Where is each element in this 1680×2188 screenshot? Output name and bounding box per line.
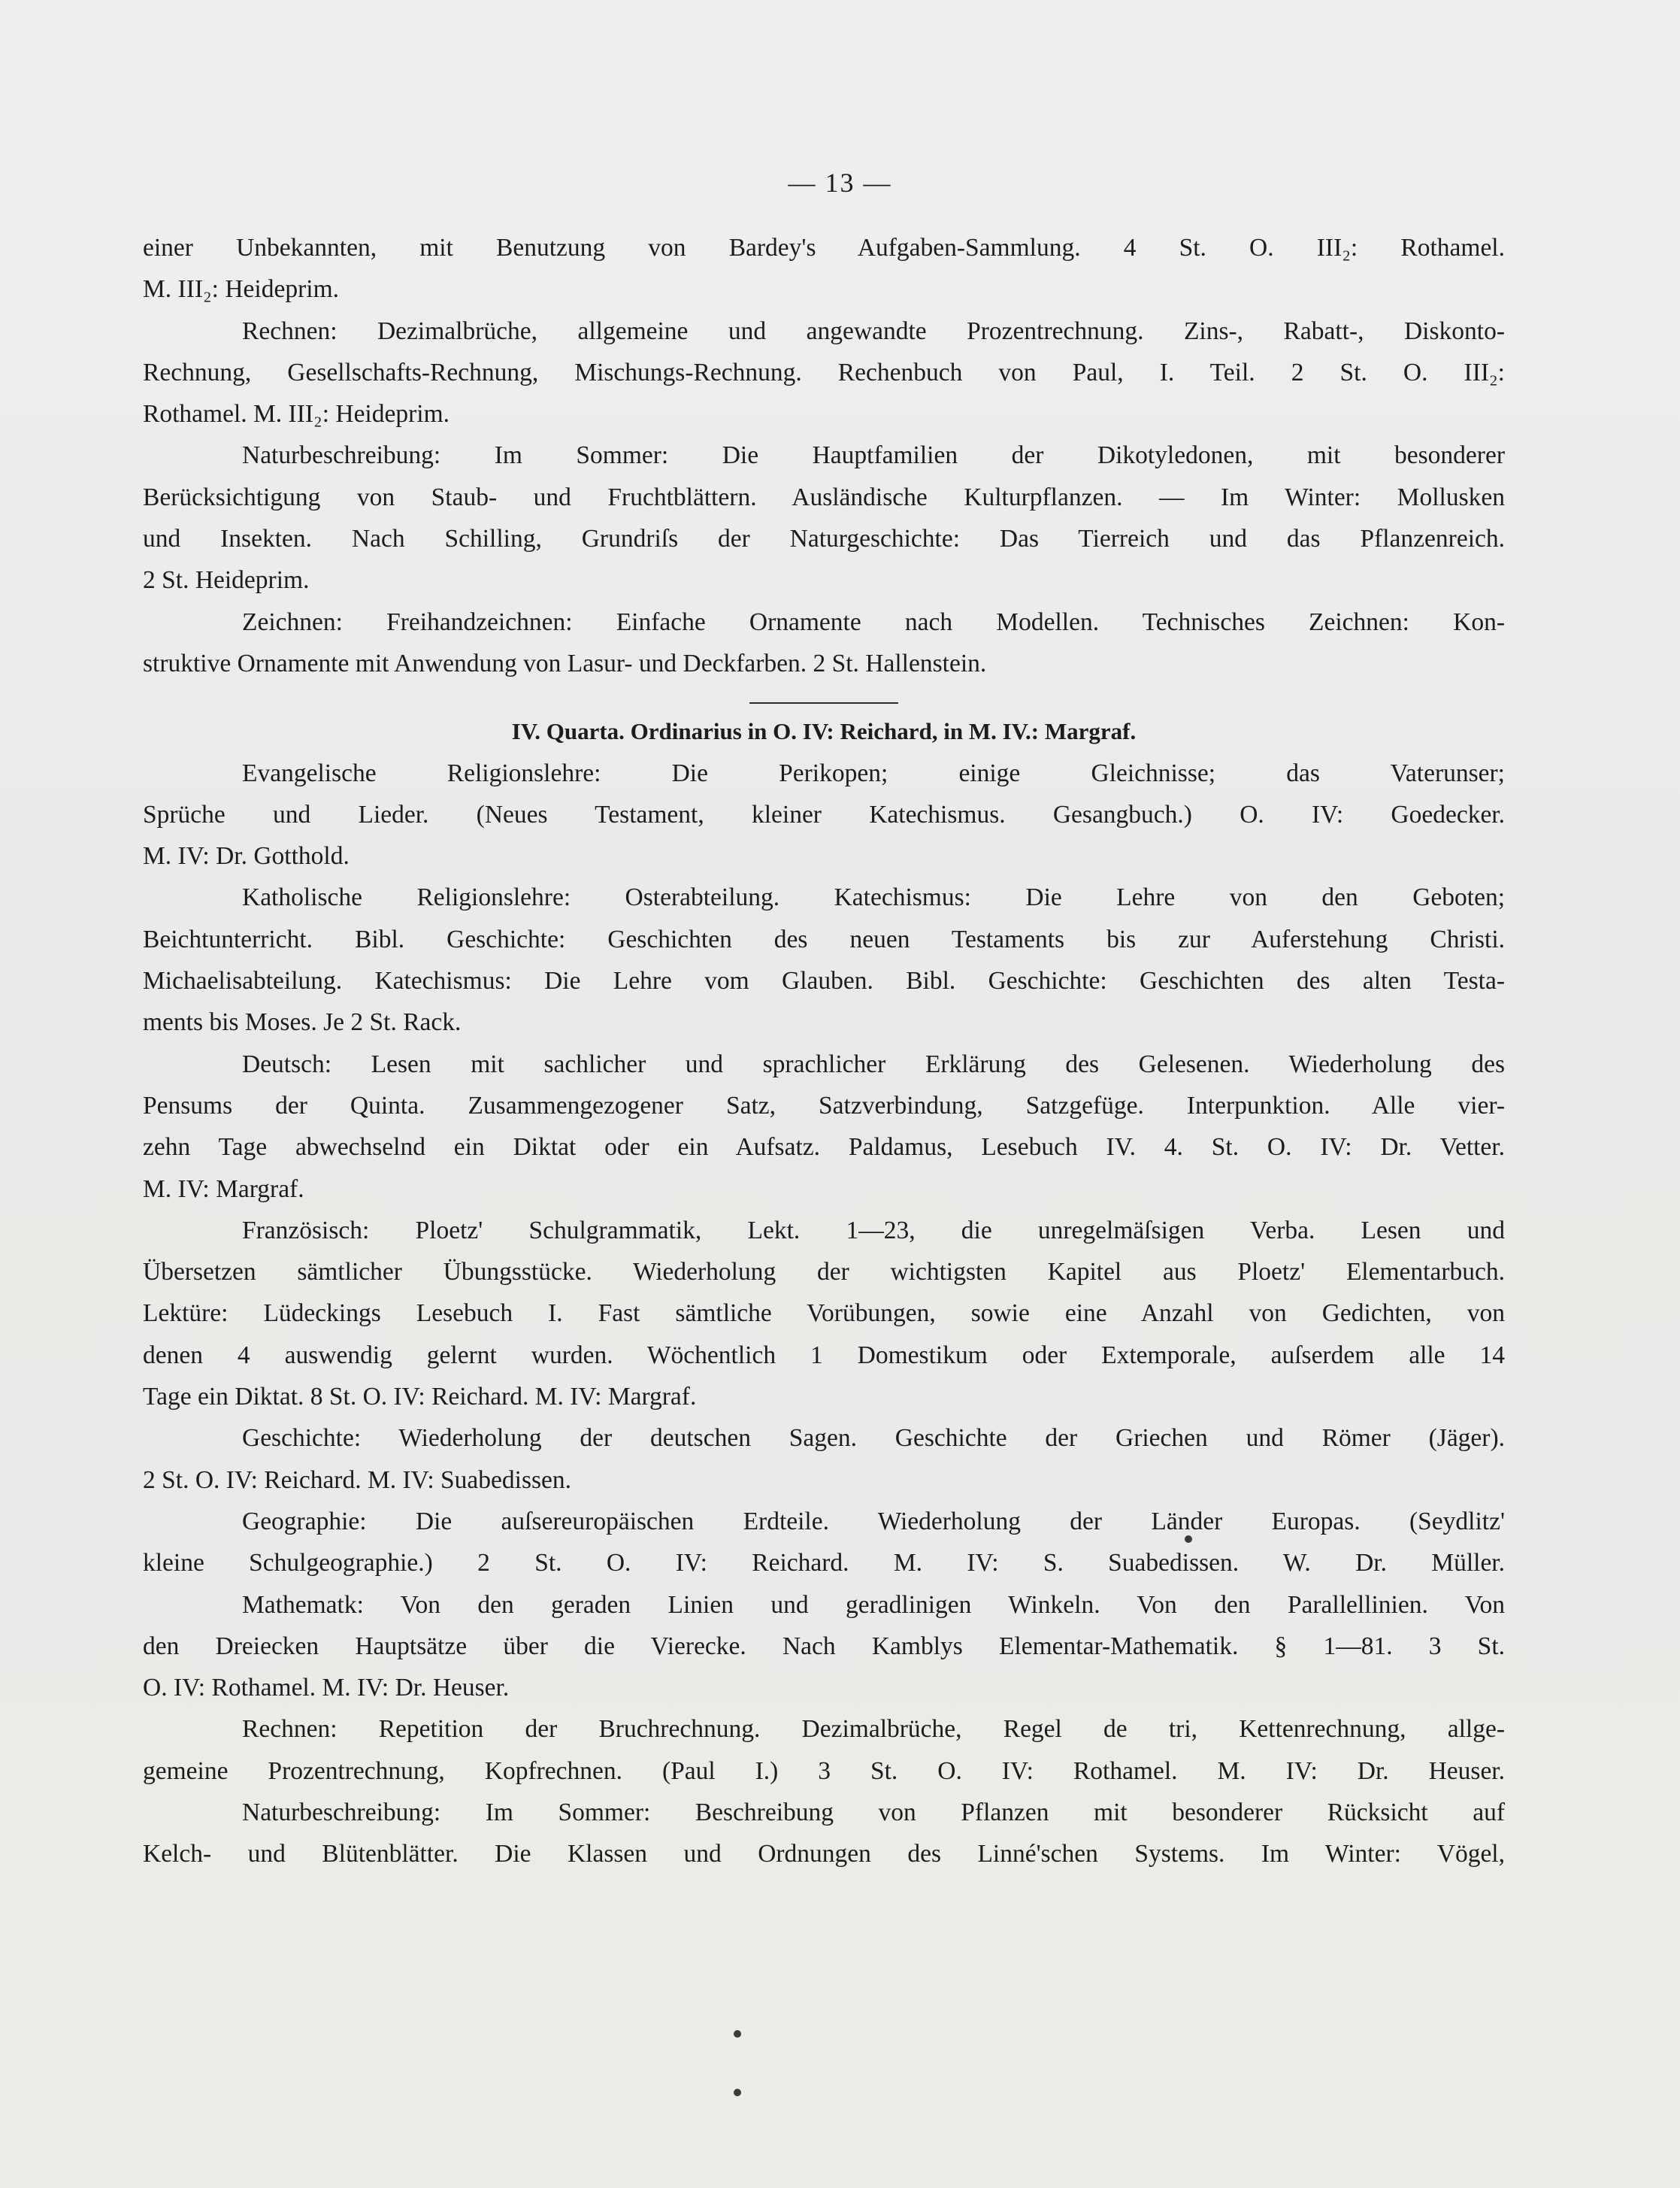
page-number: — 13 — (788, 168, 892, 198)
text-line: Naturbeschreibung: Im Sommer: Die Hauptfamilien der Dikotyledonen, mit besonderer (242, 441, 1505, 470)
text-line: M. IV: Margraf. (143, 1174, 304, 1203)
text-line: struktive Ornamente mit Anwendung von Lasur- und Deckfarben. 2 St. Hallenstein. (143, 649, 987, 677)
text-line: Deutsch: Lesen mit sachlicher und sprachlicher Erklärung des Gelesenen. Wiederholung des (242, 1050, 1505, 1078)
text-line: gemeine Prozentrechnung, Kopfrechnen. (Paul I.) 3 St. O. IV: Rothamel. M. IV: Dr. Heuser. (143, 1756, 1505, 1785)
text-line: M. III₂: Heideprim. (143, 275, 339, 304)
text-line: M. IV: Dr. Gotthold. (143, 842, 350, 871)
text-line: Lektüre: Lüdeckings Lesebuch I. Fast sämtliche Vorübungen, sowie eine Anzahl von Gedichten, von (143, 1299, 1505, 1328)
section-divider (749, 702, 898, 704)
text-line: Übersetzen sämtlicher Übungsstücke. Wiederholung der wichtigsten Kapitel aus Ploetz' Elementarbuch. (143, 1258, 1505, 1286)
text-line: Zeichnen: Freihandzeichnen: Einfache Ornamente nach Modellen. Technisches Zeichnen: Kon- (242, 608, 1505, 636)
text-line: Tage ein Diktat. 8 St. O. IV: Reichard. M. IV: Margraf. (143, 1383, 697, 1411)
text-line: Rechnen: Repetition der Bruchrechnung. Dezimalbrüche, Regel de tri, Kettenrechnung, allge- (242, 1715, 1505, 1744)
text-line: kleine Schulgeographie.) 2 St. O. IV: Reichard. M. IV: S. Suabedissen. W. Dr. Müller. (143, 1549, 1505, 1577)
section-heading: IV. Quarta. Ordinarius in O. IV: Reichard, in M. IV.: Margraf. (511, 718, 1137, 745)
text-line: Kelch- und Blütenblätter. Die Klassen und Ordnungen des Linné'schen Systems. Im Winter: Vögel, (143, 1840, 1505, 1868)
text-line: Rothamel. M. III₂: Heideprim. (143, 400, 450, 429)
text-line: 2 St. Heideprim. (143, 566, 310, 595)
print-speck (734, 2030, 741, 2038)
text-line: Michaelisabteilung. Katechismus: Die Lehre vom Glauben. Bibl. Geschichte: Geschichten des alten Testa- (143, 967, 1505, 996)
text-line: einer Unbekannten, mit Benutzung von Bardey's Aufgaben-Sammlung. 4 St. O. III₂: Rothamel. (143, 234, 1505, 262)
text-line: zehn Tage abwechselnd ein Diktat oder ein Aufsatz. Paldamus, Lesebuch IV. 4. St. O. IV: Dr. Vetter. (143, 1133, 1505, 1162)
print-speck (1185, 1535, 1192, 1543)
text-line: denen 4 auswendig gelernt wurden. Wöchentlich 1 Domestikum oder Extemporale, auſserdem alle 14 (143, 1341, 1505, 1369)
text-line: und Insekten. Nach Schilling, Grundriſs der Naturgeschichte: Das Tierreich und das Pflanzenreich. (143, 525, 1505, 553)
text-line: 2 St. O. IV: Reichard. M. IV: Suabedissen. (143, 1465, 572, 1494)
text-line: Französisch: Ploetz' Schulgrammatik, Lekt. 1—23, die unregelmäſsigen Verba. Lesen und (242, 1216, 1505, 1244)
text-line: Katholische Religionslehre: Osterabteilung. Katechismus: Die Lehre von den Geboten; (242, 883, 1505, 912)
text-line: Berücksichtigung von Staub- und Fruchtblättern. Ausländische Kulturpflanzen. — Im Winter: Mollusken (143, 483, 1505, 511)
text-line: Evangelische Religionslehre: Die Perikopen; einige Gleichnisse; das Vaterunser; (242, 759, 1505, 787)
text-line: Mathematk: Von den geraden Linien und geradlinigen Winkeln. Von den Parallellinien. Von (242, 1590, 1505, 1619)
text-line: Geographie: Die auſsereuropäischen Erdteile. Wiederholung der Länder Europas. (Seydlitz' (242, 1507, 1505, 1535)
text-line: Geschichte: Wiederholung der deutschen Sagen. Geschichte der Griechen und Römer (Jäger). (242, 1424, 1505, 1453)
text-line: O. IV: Rothamel. M. IV: Dr. Heuser. (143, 1674, 510, 1702)
text-line: Sprüche und Lieder. (Neues Testament, kleiner Katechismus. Gesangbuch.) O. IV: Goedecker. (143, 800, 1505, 829)
text-line: Naturbeschreibung: Im Sommer: Beschreibung von Pflanzen mit besonderer Rücksicht auf (242, 1798, 1505, 1826)
text-line: ments bis Moses. Je 2 St. Rack. (143, 1008, 462, 1037)
text-line: den Dreiecken Hauptsätze über die Vierecke. Nach Kamblys Elementar-Mathematik. § 1—81. 3 St. (143, 1632, 1505, 1660)
text-line: Beichtunterricht. Bibl. Geschichte: Geschichten des neuen Testaments bis zur Auferstehung Christi. (143, 925, 1505, 953)
page-body (143, 227, 1505, 1875)
print-speck (734, 2089, 741, 2096)
text-line: Rechnen: Dezimalbrüche, allgemeine und angewandte Prozentrechnung. Zins-, Rabatt-, Diskonto- (242, 317, 1505, 345)
text-line: Rechnung, Gesellschafts-Rechnung, Mischungs-Rechnung. Rechenbuch von Paul, I. Teil. 2 St. O. III₂: (143, 358, 1505, 386)
text-line: Pensums der Quinta. Zusammengezogener Satz, Satzverbindung, Satzgefüge. Interpunktion. Alle vier- (143, 1091, 1505, 1120)
